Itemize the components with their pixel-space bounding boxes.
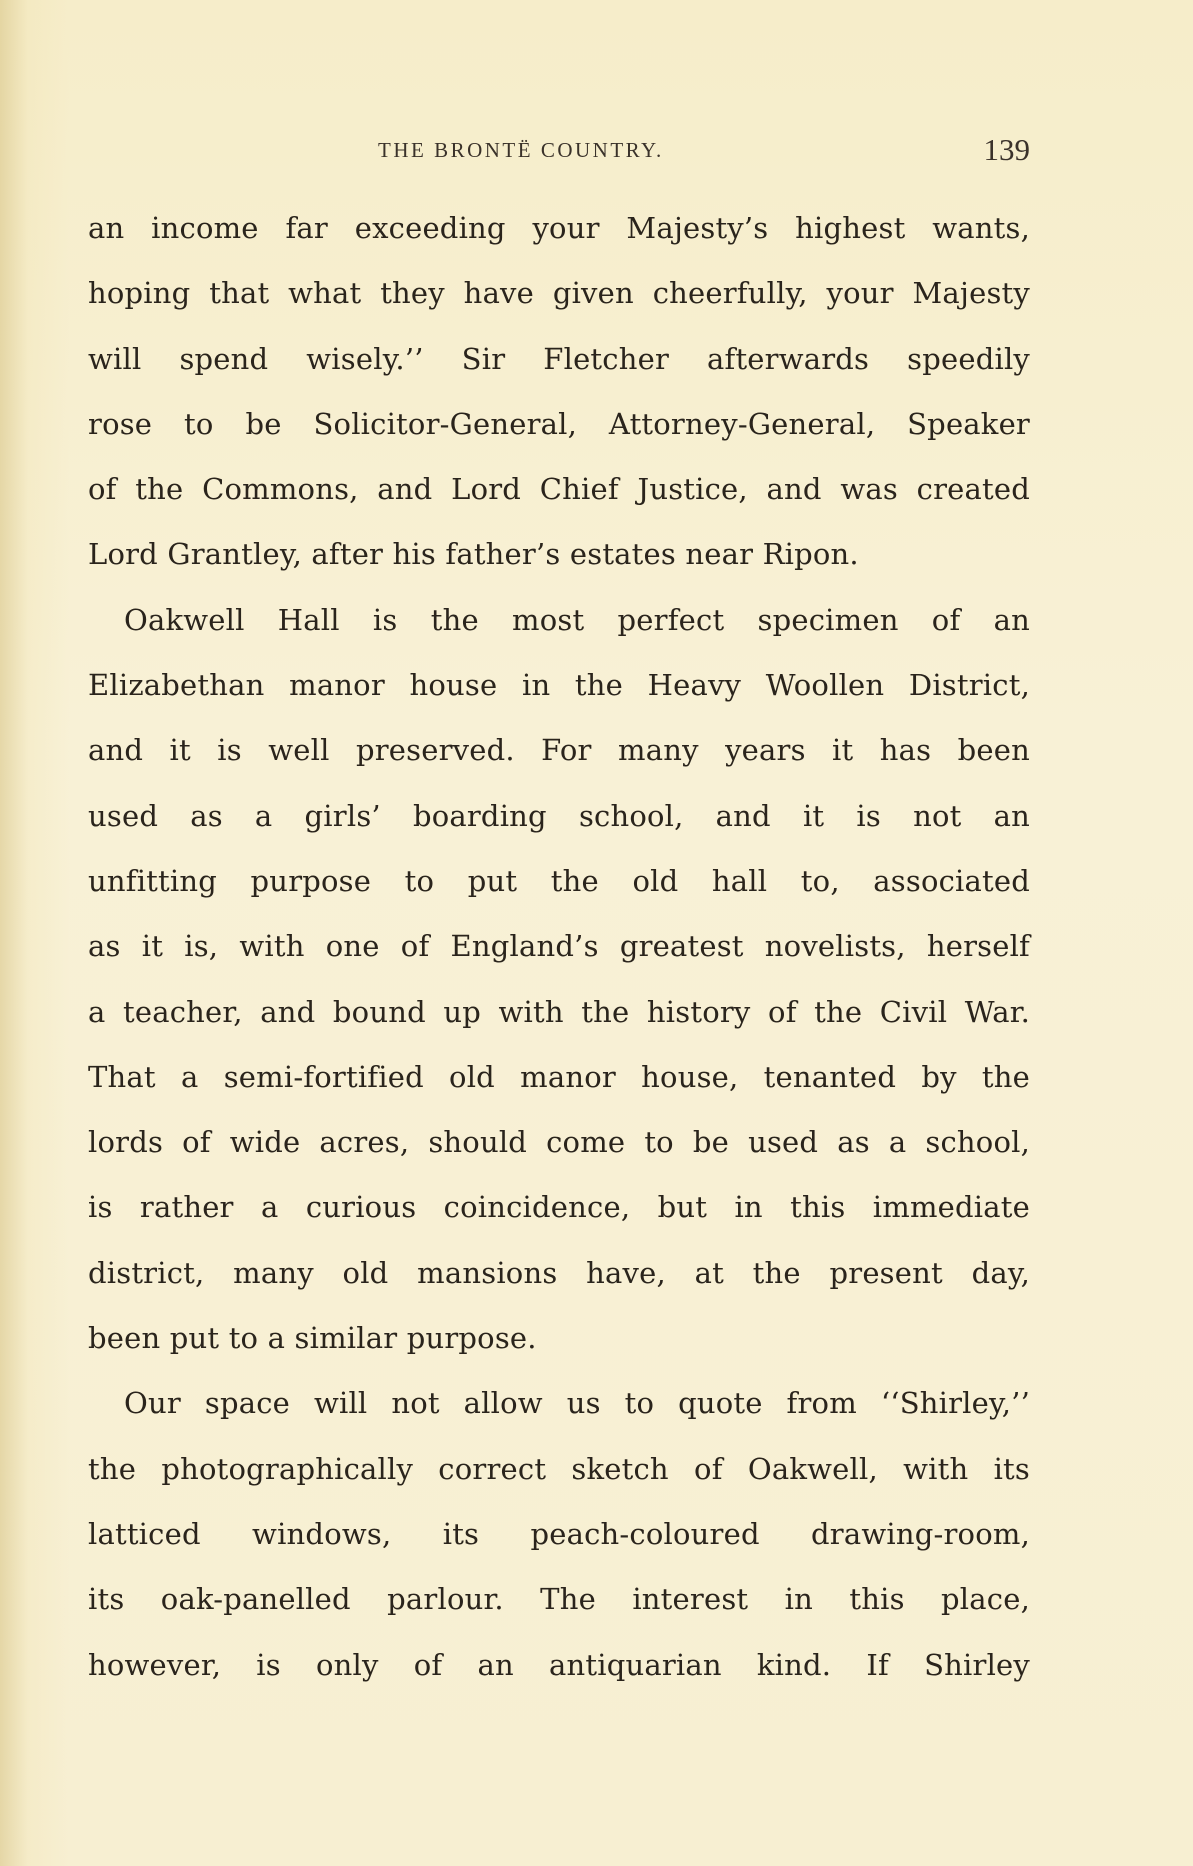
text-line: and it is well preserved. For many years it has been bbox=[88, 733, 1030, 768]
text-line: an income far exceeding your Majesty’s highest wants, bbox=[88, 211, 1030, 245]
text-line: hoping that what they have given cheerfully, your Majesty bbox=[88, 276, 1030, 311]
text-line: been put to a similar purpose. bbox=[88, 1321, 537, 1356]
text-line: Elizabethan manor house in the Heavy Woollen District, bbox=[88, 668, 1030, 703]
text-line: used as a girls’ boarding school, and it is not an bbox=[88, 798, 1030, 833]
text-line: district, many old mansions have, at the present day, bbox=[88, 1255, 1030, 1290]
text-line: Oakwell Hall is the most perfect specimen of an bbox=[124, 602, 1030, 637]
text-line: unfitting purpose to put the old hall to, associated bbox=[88, 863, 1030, 898]
running-head bbox=[88, 132, 1030, 172]
text-line: lords of wide acres, should come to be used as a school, bbox=[88, 1125, 1030, 1160]
text-line: a teacher, and bound up with the history of the Civil War. bbox=[88, 994, 1030, 1029]
running-head-title: THE BRONTË COUNTRY. bbox=[378, 138, 664, 162]
page-number: 139 bbox=[983, 132, 1030, 167]
body-text bbox=[88, 196, 1030, 1698]
text-line: however, is only of an antiquarian kind. If Shirley bbox=[88, 1647, 1030, 1682]
text-line: Our space will not allow us to quote from ‘‘Shirley,’’ bbox=[124, 1386, 1030, 1421]
text-line: its oak-panelled parlour. The interest in this place, bbox=[88, 1582, 1030, 1617]
text-line: will spend wisely.’’ Sir Fletcher afterwards speedily bbox=[88, 341, 1030, 376]
text-line: of the Commons, and Lord Chief Justice, and was created bbox=[88, 472, 1030, 507]
text-line: rose to be Solicitor-General, Attorney-General, Speaker bbox=[88, 406, 1030, 441]
text-line: the photographically correct sketch of Oakwell, with its bbox=[88, 1451, 1030, 1486]
text-line: as it is, with one of England’s greatest novelists, herself bbox=[88, 929, 1030, 964]
text-line: That a semi-fortified old manor house, tenanted by the bbox=[88, 1059, 1030, 1094]
text-line: latticed windows, its peach-coloured drawing-room, bbox=[88, 1516, 1030, 1551]
text-line: Lord Grantley, after his father’s estates near Ripon. bbox=[88, 537, 859, 572]
text-line: is rather a curious coincidence, but in this immediate bbox=[88, 1190, 1030, 1225]
